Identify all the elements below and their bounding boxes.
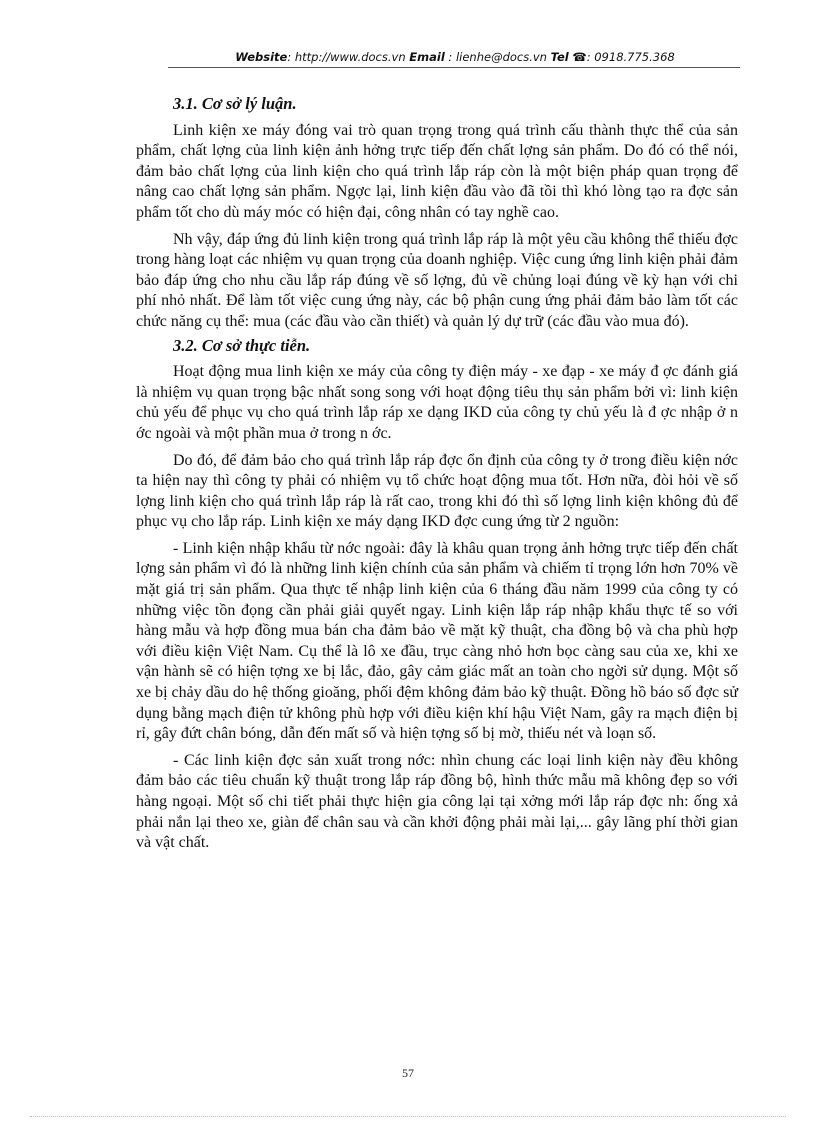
footer-dotted-line xyxy=(30,1116,786,1117)
website-label: Website xyxy=(235,50,288,64)
email-value: : lienhe@docs.vn xyxy=(444,50,547,64)
document-body xyxy=(136,94,738,860)
tel-value: ☎: 0918.775.368 xyxy=(568,50,675,64)
tel-label: Tel xyxy=(550,50,569,64)
email-label: Email xyxy=(409,50,445,64)
paragraph: Hoạt động mua linh kiện xe máy của công ty điện máy - xe đạp - xe máy đ ợc đánh giá là nhiệm vụ quan trọng bậc nhất song song với hoạt động tiêu thụ sản phẩm bởi vì: linh kiện chủ yếu để phục vụ cho quá trình lắp ráp xe dạng IKD của công ty chủ yếu là đ ợc nhập ở n ớc ngoài và một phần mua ở trong n ớc. xyxy=(136,363,738,442)
paragraph: Nh vậy, đáp ứng đủ linh kiện trong quá trình lắp ráp là một yêu cầu không thể thiếu đợc trong hàng loạt các nhiệm vụ quan trọng của doanh nghiệp. Việc cung ứng linh kiện phải đảm bảo đáp ứng cho nhu cầu lắp ráp đúng về số lợng, đủ về chủng loại đúng về kỳ hạn với chi phí nhỏ nhất. Để làm tốt việc cung ứng này, các bộ phận cung ứng phải đảm bảo làm tốt các chức năng cụ thể: mua (các đầu vào cần thiết) và quản lý dự trữ (các đầu vào mua đó). xyxy=(136,230,738,330)
paragraph: Do đó, để đảm bảo cho quá trình lắp ráp đợc ổn định của công ty ở trong điều kiện nớc ta hiện nay thì công ty phải có nhiệm vụ tổ chức hoạt động mua tốt. Hơn nữa, đòi hỏi về số lợng linh kiện cho quá trình lắp ráp là rất cao, trong khi đó thì số lợng linh kiện không đủ để phục vụ cho lắp ráp. Linh kiện xe máy dạng IKD đợc cung ứng từ 2 nguồn: xyxy=(136,451,738,531)
paragraph: Linh kiện xe máy đóng vai trò quan trọng trong quá trình cấu thành thực thể của sản phẩm, chất lợng của linh kiện ảnh hởng trực tiếp đến chất lợng sản phẩm. Do đó có thể nói, đảm bảo chất lợng của linh kiện cho quá trình lắp ráp còn là một biện pháp quan trọng để nâng cao chất lợng sản phẩm. Ngợc lại, linh kiện đầu vào đã tồi thì khó lòng tạo ra đợc sản phẩm tốt cho dù máy móc có hiện đại, công nhân có tay nghề cao. xyxy=(136,121,738,221)
website-value: : http://www.docs.vn xyxy=(287,50,406,64)
paragraph: - Linh kiện nhập khẩu từ nớc ngoài: đây là khâu quan trọng ảnh hởng trực tiếp đến chất lợng sản phẩm vì đó là những linh kiện chính của sản phẩm và chiếm tỉ trọng lớn hơn 70% về mặt giá trị sản phẩm. Qua thực tế nhập linh kiện của 6 tháng đầu năm 1999 của công ty có những việc tồn đọng cần phải giải quyết ngay. Linh kiện lắp ráp nhập khẩu thực tế so với hàng mẫu và hợp đồng mua bán cha đảm bảo về mặt kỹ thuật, cha đồng bộ và cha phù hợp với điều kiện Việt Nam. Cụ thể là lô xe đầu, trục càng nhỏ hơn bọc càng sau của xe, khi xe vận hành sẽ có hiện tợng xe bị lắc, đảo, gây cảm giác mất an toàn cho ngời sử dụng. Một số xe bị chảy dầu do hệ thống gioăng, phối đệm không đảm bảo kỹ thuật. Đồng hồ báo số đợc sử dụng bằng mạch điện tử không phù hợp với điều kiện khí hậu Việt Nam, gây ra mạch điện bị rỉ, gây đứt chân bóng, dẫn đến mất số và hiện tợng số bị mờ, thiếu nét và loạn số. xyxy=(136,539,738,743)
section-heading-theory: 3.1. Cơ sở lý luận. xyxy=(173,94,297,113)
header-rule xyxy=(168,67,740,68)
section-heading-practice: 3.2. Cơ sở thực tiễn. xyxy=(173,335,311,355)
paragraph: - Các linh kiện đợc sản xuất trong nớc: nhìn chung các loại linh kiện này đều không đảm bảo các tiêu chuẩn kỹ thuật trong lắp ráp đồng bộ, hình thức mẫu mã không đẹp so với hàng ngoại. Một số chi tiết phải thực hiện gia công lại tại xởng mới lắp ráp đợc nh: ống xả phải nắn lại theo xe, giàn để chân sau và cần khởi động phải mài lại,... gây lãng phí thời gian và vật chất. xyxy=(136,751,738,852)
page-number: 57 xyxy=(402,1066,414,1080)
page-header xyxy=(170,50,740,64)
